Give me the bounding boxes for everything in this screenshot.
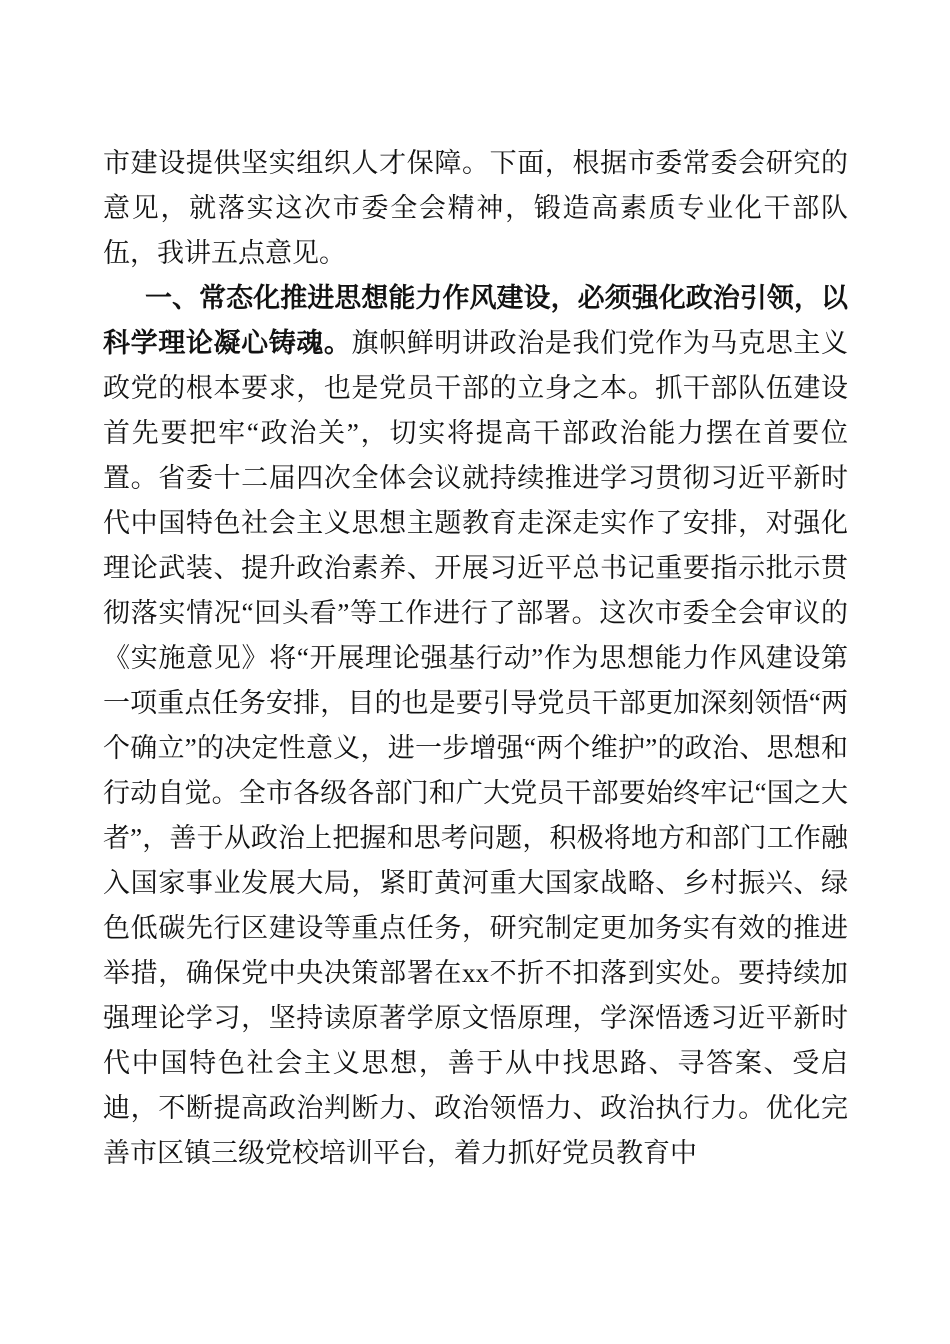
paragraph-continuation-text: 市建设提供坚实组织人才保障。下面，根据市委常委会研究的意见，就落实这次市委全会精神，锻造高素质专业化干部队伍，我讲五点意见。 (103, 148, 848, 268)
paragraph-continuation (103, 141, 848, 276)
section-1-heading: 一、常态化推进思想能力作风建设，必须强化政治引领，以科学理论凝心铸魂。 (103, 283, 848, 358)
page-content (103, 141, 848, 1176)
paragraph-section-1 (103, 276, 848, 1176)
section-1-body-text: 旗帜鲜明讲政治是我们党作为马克思主义政党的根本要求，也是党员干部的立身之本。抓干部队伍建设首先要把牢“政治关”，切实将提高干部政治能力摆在首要位置。省委十二届四次全体会议就持续推进学习贯彻习近平新时代中国特色社会主义思想主题教育走深走实作了安排，对强化理论武装、提升政治素养、开展习近平总书记重要指示批示贯彻落实情况“回头看”等工作进行了部署。这次市委全会审议的《实施意见》将“开展理论强基行动”作为思想能力作风建设第一项重点任务安排，目的也是要引导党员干部更加深刻领悟“两个确立”的决定性意义，进一步增强“两个维护”的政治、思想和行动自觉。全市各级各部门和广大党员干部要始终牢记“国之大者”，善于从政治上把握和思考问题，积极将地方和部门工作融入国家事业发展大局，紧盯黄河重大国家战略、乡村振兴、绿色低碳先行区建设等重点任务，研究制定更加务实有效的推进举措，确保党中央决策部署在xx不折不扣落到实处。要持续加强理论学习，坚持读原著学原文悟原理，学深悟透习近平新时代中国特色社会主义思想，善于从中找思路、寻答案、受启迪，不断提高政治判断力、政治领悟力、政治执行力。优化完善市区镇三级党校培训平台，着力抓好党员教育中 (103, 328, 849, 1168)
